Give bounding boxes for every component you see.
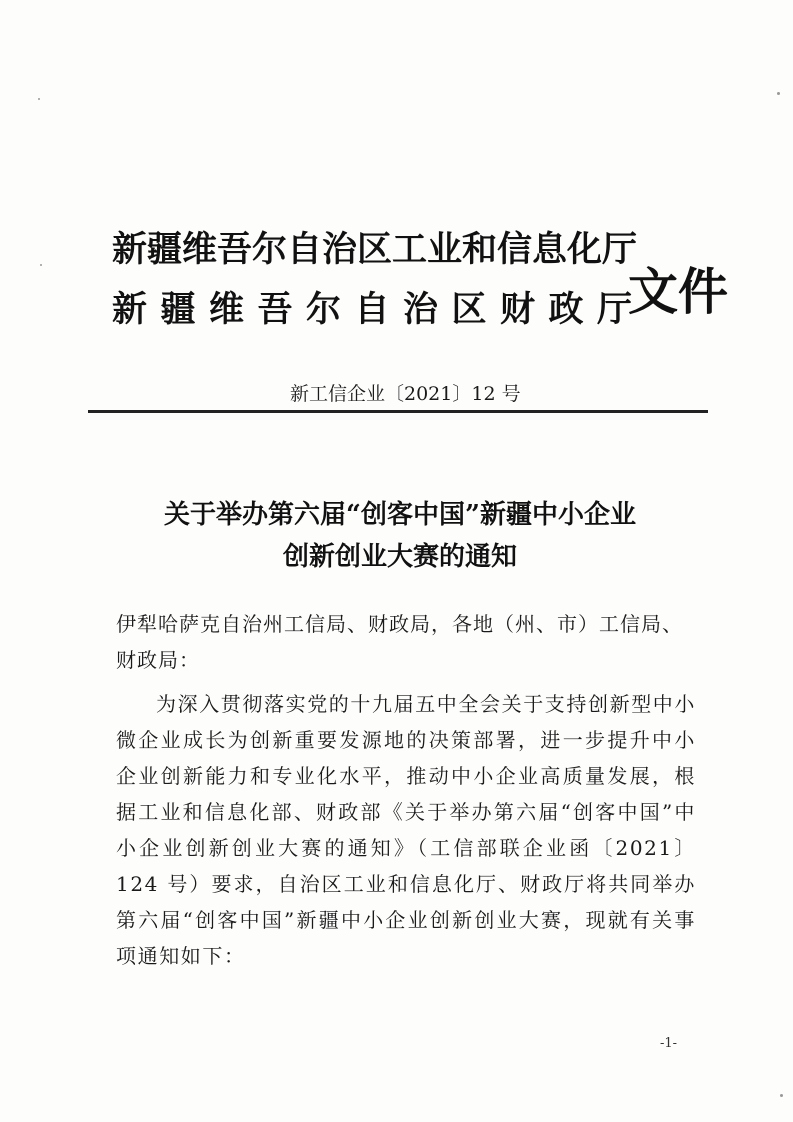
body-paragraph: 为深入贯彻落实党的十九届五中全会关于支持创新型中小微企业成长为创新重要发源地的决策部署，进一步提升中小企业创新能力和专业化水平，推动中小企业高质量发展，根据工业和信息化部、财政部《关于举办第六届“创客中国”中小企业创新创业大赛的通知》（工信部联企业函〔2021〕124 号）要求，自治区工业和信息化厅、财政厅将共同举办第六届“创客中国”新疆中小企业创新创业大赛，现就有关事项通知如下： <box>116 692 696 968</box>
document-title-line-1: 关于举办第六届“创客中国”新疆中小企业 <box>164 500 636 530</box>
header-divider <box>88 410 708 413</box>
document-title-line-2: 创新创业大赛的通知 <box>282 542 517 572</box>
salutation: 伊犁哈萨克自治州工信局、财政局，各地（州、市）工信局、财政局： <box>116 612 683 672</box>
scan-speck <box>780 1094 783 1097</box>
scan-speck <box>38 98 40 100</box>
scan-speck <box>777 92 780 95</box>
document-number: 新工信企业〔2021〕12 号 <box>290 383 521 405</box>
document-type-label: 文件 <box>628 262 728 321</box>
page-number: -1- <box>660 1036 678 1051</box>
issuer-line-2: 新疆维吾尔自治区财政厅 <box>112 289 646 330</box>
issuer-line-1: 新疆维吾尔自治区工业和信息化厅 <box>112 229 638 270</box>
scan-speck <box>40 264 42 266</box>
